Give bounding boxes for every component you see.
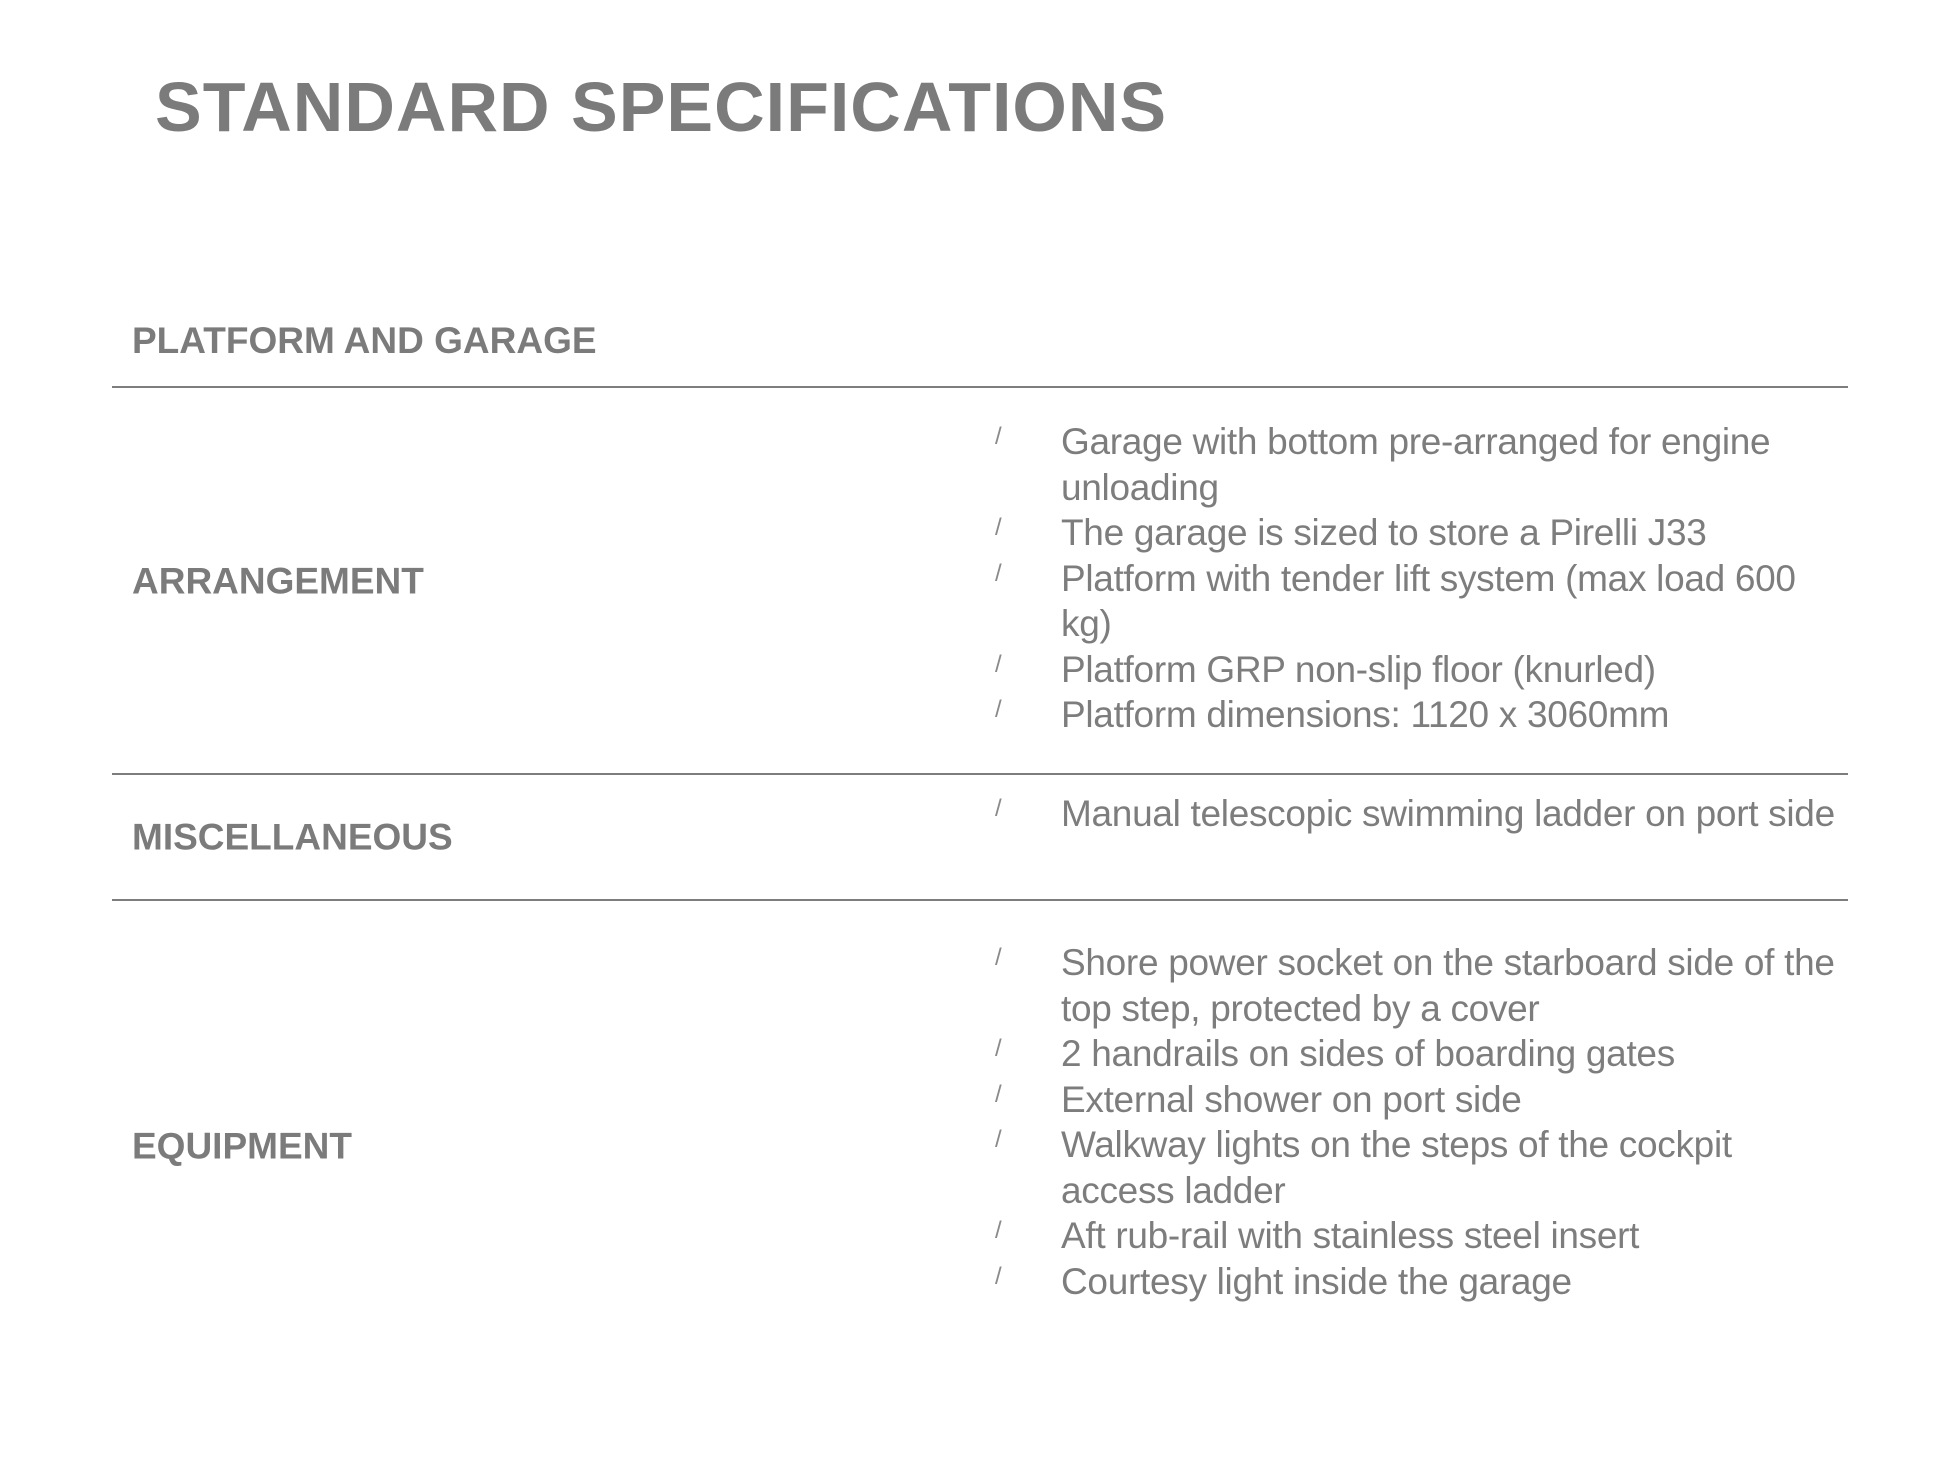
spec-list-equipment [995, 940, 1845, 1304]
list-item: / External shower on port side [995, 1078, 1522, 1120]
page-title: STANDARD SPECIFICATIONS [155, 68, 1168, 146]
list-item: / Courtesy light inside the garage [995, 1260, 1572, 1302]
spec-list-miscellaneous [995, 791, 1845, 837]
slash-bullet-icon: / [995, 1217, 1002, 1244]
row-divider [112, 899, 1848, 901]
list-item: / The garage is sized to store a Pirelli J33 [995, 512, 1707, 553]
slash-bullet-icon: / [995, 944, 1002, 971]
slash-bullet-icon: / [995, 1262, 1002, 1290]
slash-bullet-icon: / [995, 650, 1002, 678]
list-item: / Shore power socket on the starboard side of the top step, protected by a cover [995, 942, 1835, 1029]
list-item: / Platform dimensions: 1120 x 3060mm [995, 694, 1670, 735]
slash-bullet-icon: / [995, 514, 1002, 541]
list-item: / 2 handrails on sides of boarding gates [995, 1033, 1675, 1074]
list-item: / Walkway lights on the steps of the cockpit access ladder [995, 1124, 1732, 1211]
slash-bullet-icon: / [995, 1035, 1002, 1062]
section-divider [112, 386, 1848, 388]
section-title: PLATFORM AND GARAGE [132, 320, 597, 361]
slash-bullet-icon: / [995, 1126, 1002, 1153]
row-label-miscellaneous: MISCELLANEOUS [132, 816, 453, 858]
slash-bullet-icon: / [995, 696, 1002, 723]
list-item: / Garage with bottom pre-arranged for engine unloading [995, 421, 1771, 508]
list-item: / Platform with tender lift system (max load 600 kg) [995, 557, 1796, 644]
row-label-equipment: EQUIPMENT [132, 1125, 352, 1167]
spec-list-arrangement [995, 419, 1845, 738]
slash-bullet-icon: / [995, 795, 1002, 822]
slash-bullet-icon: / [995, 423, 1002, 450]
slash-bullet-icon: / [995, 559, 1002, 587]
list-item: / Manual telescopic swimming ladder on port side [995, 793, 1835, 834]
list-item: / Platform GRP non-slip floor (knurled) [995, 648, 1656, 690]
row-divider [112, 773, 1848, 775]
slash-bullet-icon: / [995, 1080, 1002, 1108]
list-item: / Aft rub-rail with stainless steel insert [995, 1215, 1640, 1256]
row-label-arrangement: ARRANGEMENT [132, 560, 424, 602]
